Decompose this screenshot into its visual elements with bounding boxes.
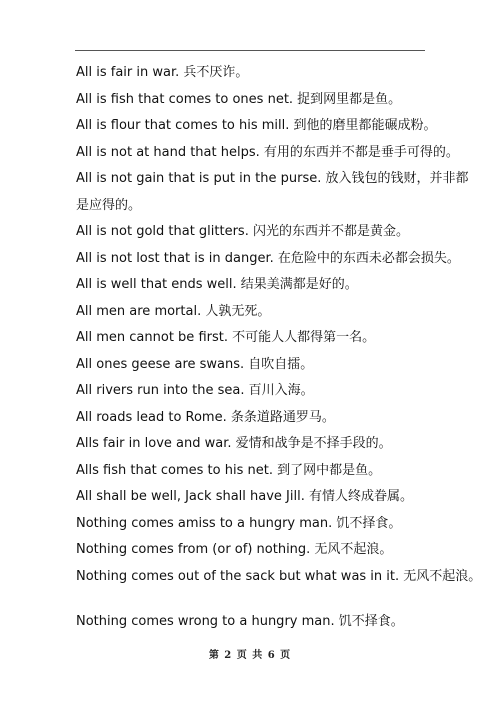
proverb-line: All shall be well, Jack shall have Jill. 有情人终成眷属。 — [76, 489, 413, 504]
proverb-line: All men cannot be first. 不可能人人都得第一名。 — [76, 330, 376, 345]
proverb-line-last: Nothing comes wrong to a hungry man. 饥不择食。 — [76, 614, 404, 629]
header-divider — [75, 50, 425, 51]
proverb-line: All ones geese are swans. 自吹自擂。 — [76, 356, 314, 372]
proverb-line: All is not gold that glitters. 闪光的东西并不都是黄金。 — [76, 224, 409, 239]
proverb-line: Alls fair in love and war. 爱情和战争是不择手段的。 — [76, 436, 392, 451]
proverb-line: Alls fish that comes to his net. 到了网中都是鱼。 — [76, 462, 382, 478]
proverb-line: All is flour that comes to his mill. 到他的磨里都能碾成粉。 — [76, 118, 437, 133]
proverb-line: Nothing comes amiss to a hungry man. 饥不择食。 — [76, 515, 402, 531]
proverb-line: All rivers run into the sea. 百川入海。 — [76, 383, 314, 398]
page-number: 第 2 页 共 6 页 — [208, 650, 292, 661]
proverb-line-continuation: 是应得的。 — [76, 197, 142, 213]
proverb-line: All men are mortal. 人孰无死。 — [76, 303, 271, 319]
proverb-line: Nothing comes out of the sack but what was in it. 无风不起浪。 — [76, 568, 482, 584]
proverb-line: All is not gain that is put in the purse. 放入钱包的钱财，并非都 — [76, 171, 469, 186]
proverb-line: All is fair in war. 兵不厌诈。 — [76, 65, 249, 80]
proverb-line: All is not at hand that helps. 有用的东西并不都是垂手可得的。 — [76, 144, 459, 160]
proverb-list — [76, 60, 482, 636]
proverb-line: All roads lead to Rome. 条条道路通罗马。 — [76, 409, 335, 425]
proverb-line: All is not lost that is in danger. 在危险中的东西未必都会损失。 — [76, 250, 460, 266]
proverb-line: Nothing comes from (or of) nothing. 无风不起浪。 — [76, 542, 393, 557]
proverb-line: All is well that ends well. 结果美满都是好的。 — [76, 277, 358, 292]
proverb-line: All is fish that comes to ones net. 捉到网里都是鱼。 — [76, 91, 402, 107]
